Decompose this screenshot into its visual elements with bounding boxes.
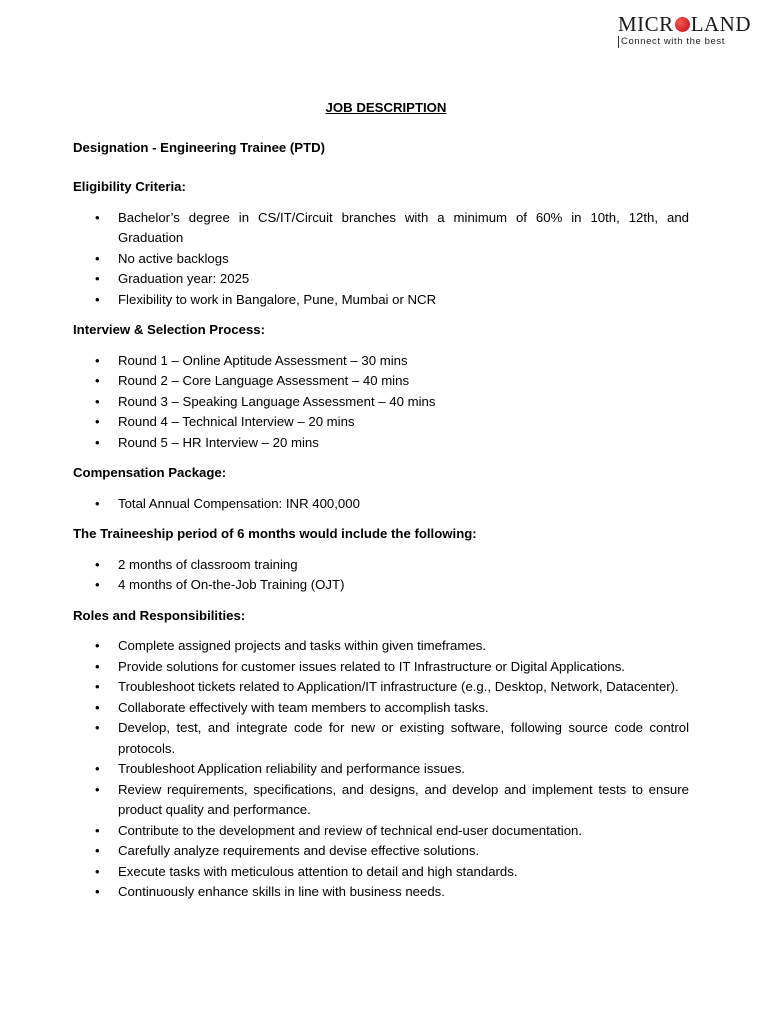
designation-heading: Designation - Engineering Trainee (PTD) <box>73 139 326 155</box>
section-selection-process <box>73 320 689 453</box>
list-item: • Provide solutions for customer issues related to IT Infrastructure or Digital Applications. <box>73 657 689 678</box>
list-item: • Execute tasks with meticulous attention to detail and high standards. <box>73 862 689 883</box>
section-roles <box>73 606 689 903</box>
list-item: • Round 5 – HR Interview – 20 mins <box>73 433 689 454</box>
logo-wordmark <box>618 12 752 36</box>
list-item: • Flexibility to work in Bangalore, Pune, Mumbai or NCR <box>73 290 689 311</box>
logo-word-after: LAND <box>690 12 752 36</box>
list-item: • Complete assigned projects and tasks within given timeframes. <box>73 636 689 657</box>
list-item: • Bachelor’s degree in CS/IT/Circuit branches with a minimum of 60% in 10th, 12th, and Graduation <box>73 208 689 249</box>
section-heading: Eligibility Criteria: <box>73 179 186 194</box>
section-heading: The Traineeship period of 6 months would include the following: <box>73 526 477 541</box>
bullet-list <box>73 351 689 454</box>
document-title: JOB DESCRIPTION <box>325 100 447 115</box>
list-item: • Continuously enhance skills in line with business needs. <box>73 882 689 903</box>
list-item: • Troubleshoot Application reliability and performance issues. <box>73 759 689 780</box>
bullet-list <box>73 636 689 903</box>
list-item: • Round 4 – Technical Interview – 20 mins <box>73 412 689 433</box>
logo-red-dot-icon <box>675 17 690 32</box>
list-item: • No active backlogs <box>73 249 689 270</box>
list-item: • Round 1 – Online Aptitude Assessment – 30 mins <box>73 351 689 372</box>
list-item: • Collaborate effectively with team members to accomplish tasks. <box>73 698 689 719</box>
list-item: • 4 months of On-the-Job Training (OJT) <box>73 575 689 596</box>
section-compensation <box>73 463 689 514</box>
logo-word-before: MICR <box>618 12 674 36</box>
list-item: • Troubleshoot tickets related to Application/IT infrastructure (e.g., Desktop, Network, Datacenter). <box>73 677 689 698</box>
list-item: • Contribute to the development and review of technical end-user documentation. <box>73 821 689 842</box>
document-body <box>73 98 689 913</box>
bullet-list <box>73 494 689 515</box>
list-item: • Total Annual Compensation: INR 400,000 <box>73 494 689 515</box>
section-heading: Compensation Package: <box>73 465 227 480</box>
list-item: • Round 3 – Speaking Language Assessment – 40 mins <box>73 392 689 413</box>
bullet-list <box>73 208 689 311</box>
section-eligibility <box>73 177 689 310</box>
list-item: • Round 2 – Core Language Assessment – 40 mins <box>73 371 689 392</box>
logo-tagline: Connect with the best <box>618 36 746 48</box>
section-heading: Roles and Responsibilities: <box>73 607 246 623</box>
list-item: • 2 months of classroom training <box>73 555 689 576</box>
section-heading: Interview & Selection Process: <box>73 322 266 337</box>
microland-logo <box>618 12 752 48</box>
list-item: • Carefully analyze requirements and devise effective solutions. <box>73 841 689 862</box>
list-item: • Develop, test, and integrate code for new or existing software, following source code control protocols. <box>73 718 689 759</box>
list-item: • Graduation year: 2025 <box>73 269 689 290</box>
bullet-list <box>73 555 689 596</box>
section-traineeship <box>73 524 689 596</box>
list-item: • Review requirements, specifications, and designs, and develop and implement tests to ensure product quality and performance. <box>73 780 689 821</box>
